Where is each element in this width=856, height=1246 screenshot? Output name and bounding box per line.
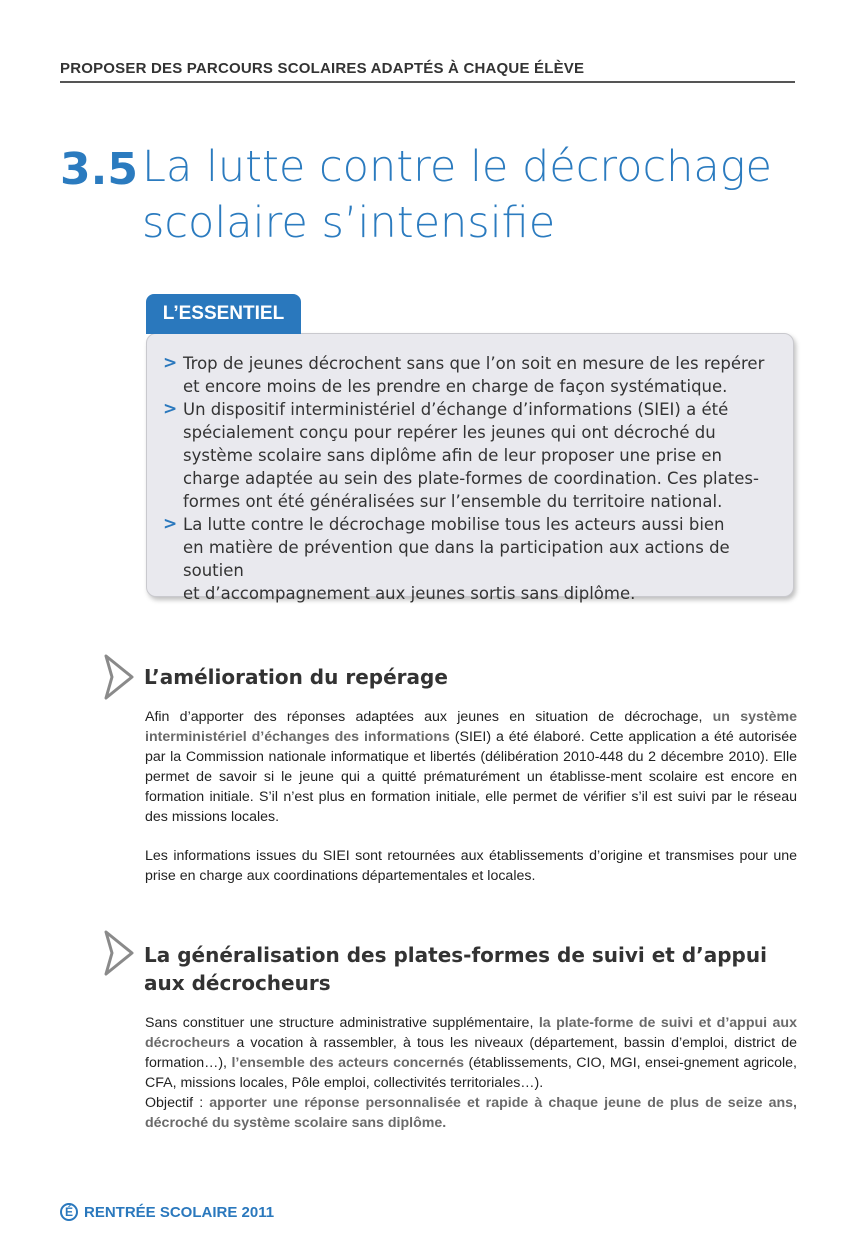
running-header — [60, 60, 795, 83]
chevron-right-icon — [102, 930, 136, 976]
highlight-text: la plate-forme de suivi et d’appui aux décrocheurs — [145, 1015, 797, 1051]
bullet-text: Trop de jeunes décrochent sans que l’on soit en mesure de les repérer — [183, 354, 765, 373]
essentiel-tab: L’ESSENTIEL — [146, 294, 301, 334]
heading-line: La généralisation des plates-formes de suivi et d’appui — [144, 943, 767, 967]
chapter-number: 3.5 — [60, 144, 138, 195]
section1-paragraph2: Les informations issues du SIEI sont retournées aux établissements d’origine et transmises pour une prise en charge aux coordinations départementales et locales. — [145, 848, 797, 884]
footer-text: RENTRÉE SCOLAIRE 2011 — [84, 1203, 275, 1221]
footer — [60, 1203, 274, 1221]
chevron-right-icon: > — [163, 353, 178, 373]
bullet-text: La lutte contre le décrochage mobilise tous les acteurs aussi bien — [183, 515, 725, 534]
chapter-title-line1: La lutte contre le décrochage — [142, 142, 772, 192]
essentiel-bullet — [163, 398, 773, 513]
bullet-text: et encore moins de les prendre en charge de façon systématique. — [183, 377, 728, 396]
text-run: (SIEI) a été élaboré. Cette application a été autorisée par la Commission nationale informatique et libertés (délibération 2010-448 du 2 décembre 2010). Elle permet de savoir si le jeune qui a quitté prématurément un établisse-ment scolaire est encore en formation initiale. S’il n’est plus en formation initiale, elle permet de vérifier s’il est suivi par le réseau des missions locales. — [145, 729, 797, 825]
essentiel-bullet — [163, 513, 773, 605]
bullet-text: en matière de prévention que dans la participation aux actions de soutien — [183, 538, 730, 580]
education-logo-icon: É — [60, 1203, 78, 1221]
essentiel-bullet — [163, 352, 773, 398]
text-run: Objectif : — [145, 1095, 210, 1111]
chevron-right-icon — [102, 654, 136, 700]
running-header-text: PROPOSER DES PARCOURS SCOLAIRES ADAPTÉS À CHAQUE ÉLÈVE — [60, 60, 585, 77]
heading-line: aux décrocheurs — [144, 971, 331, 995]
text-run: a vocation à rassembler, à tous les niveaux (département, bassin d’emploi, district de formation…), — [145, 1035, 797, 1071]
highlight-text: un système interministériel d’échanges des informations — [145, 709, 797, 745]
header-rule — [60, 81, 795, 83]
bullet-text: Un dispositif interministériel d’échange d’informations (SIEI) a été spécialement conçu pour repérer les jeunes qui ont décroché du système scolaire sans diplôme afin de leur proposer une prise en charge adaptée au sein des plate-formes de coordination. Ces plates-formes ont été généralisées sur l’ensemble du territoire national. — [183, 400, 759, 511]
chevron-right-icon: > — [163, 514, 178, 534]
section1-paragraph1 — [145, 707, 797, 827]
section-heading-reperage: L’amélioration du repérage — [144, 665, 448, 689]
text-run: Sans constituer une structure administrative supplémentaire, — [145, 1015, 539, 1031]
highlight-text: apporter une réponse personnalisée et rapide à chaque jeune de plus de seize ans, décroché du système scolaire sans diplôme. — [145, 1095, 797, 1131]
bullet-text: et d’accompagnement aux jeunes sortis sans diplôme. — [183, 584, 636, 603]
chapter-title-line2: scolaire s’intensifie — [142, 198, 556, 248]
chevron-right-icon: > — [163, 399, 178, 419]
text-run: (établissements, CIO, MGI, ensei-gnement agricole, CFA, missions locales, Pôle emploi, collectivités territoriales…). — [145, 1055, 797, 1091]
section-heading-generalisation — [144, 941, 767, 997]
text-run: Afin d’apporter des réponses adaptées aux jeunes en situation de décrochage, — [145, 709, 713, 725]
essentiel-box — [146, 333, 794, 603]
section2-paragraph1 — [145, 1013, 797, 1133]
highlight-text: l’ensemble des acteurs concernés — [231, 1055, 465, 1071]
